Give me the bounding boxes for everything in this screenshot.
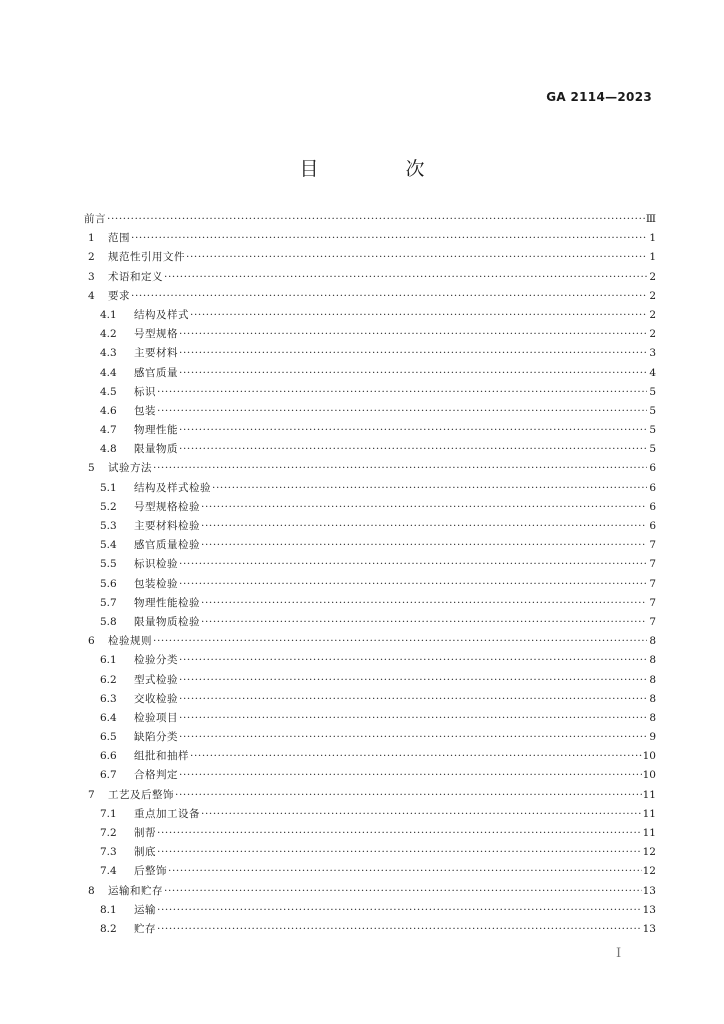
toc-leader-dots — [131, 287, 647, 306]
toc-entry[interactable] — [84, 479, 656, 498]
toc-entry[interactable] — [84, 459, 656, 478]
toc-entry-page: 13 — [642, 884, 656, 897]
toc-leader-dots — [179, 690, 647, 709]
toc-entry[interactable] — [84, 268, 656, 287]
toc-leader-dots — [190, 747, 642, 766]
toc-entry[interactable] — [84, 306, 656, 325]
toc-entry-number: 3 — [88, 270, 95, 283]
page-title: 目 次 — [299, 158, 459, 180]
toc-entry-number: 4.5 — [100, 385, 117, 398]
standard-code: GA 2114—2023 — [546, 90, 652, 104]
toc-entry-title: 制帮 — [134, 827, 156, 839]
toc-entry-number: 6 — [88, 635, 95, 648]
toc-entry-page: 5 — [649, 385, 656, 398]
toc-leader-dots — [186, 248, 647, 267]
toc-entry-page: 11 — [642, 807, 656, 820]
toc-entry-page: 7 — [649, 558, 656, 571]
toc-leader-dots — [175, 786, 642, 805]
toc-entry[interactable] — [84, 747, 656, 766]
toc-entry-title: 物理性能检验 — [134, 596, 200, 609]
toc-entry-page: 6 — [649, 481, 656, 494]
toc-entry[interactable] — [84, 862, 656, 881]
toc-entry-number: 5.4 — [100, 539, 117, 552]
toc-entry[interactable] — [84, 671, 656, 690]
toc-entry[interactable] — [84, 690, 656, 709]
toc-leader-dots — [153, 459, 647, 478]
toc-leader-dots — [201, 613, 647, 632]
toc-entry[interactable] — [84, 882, 656, 901]
toc-entry[interactable] — [84, 843, 656, 862]
toc-entry-title: 范围 — [108, 232, 130, 245]
toc-entry-title: 结构及样式检验 — [134, 481, 211, 494]
page-number: I — [616, 946, 622, 961]
toc-leader-dots — [179, 344, 647, 363]
toc-entry-page: 4 — [649, 366, 656, 379]
toc-leader-dots — [179, 440, 647, 459]
toc-entry-page: 5 — [649, 424, 656, 437]
toc-entry-page: 6 — [649, 500, 656, 513]
toc-leader-dots — [201, 517, 647, 536]
toc-leader-dots — [201, 498, 647, 517]
toc-entry-title: 主要材料 — [134, 347, 178, 360]
toc-leader-dots — [179, 421, 647, 440]
toc-entry-page: 1 — [649, 232, 656, 245]
toc-entry[interactable] — [84, 383, 656, 402]
toc-leader-dots — [157, 383, 647, 402]
toc-entry-title: 试验方法 — [108, 462, 152, 475]
toc-entry-page: 11 — [642, 827, 656, 839]
toc-entry-number: 5.1 — [100, 481, 117, 494]
toc-entry-page: 7 — [649, 615, 656, 628]
toc-entry-number: 7.3 — [100, 846, 117, 859]
toc-entry-page: 6 — [649, 520, 656, 532]
toc-entry-title: 检验项目 — [134, 711, 178, 724]
toc-entry[interactable] — [84, 613, 656, 632]
toc-entry[interactable] — [84, 210, 656, 229]
toc-entry-title: 物理性能 — [134, 424, 178, 437]
toc-entry-number: 6.1 — [100, 654, 117, 667]
toc-entry[interactable] — [84, 766, 656, 785]
toc-entry-title: 主要材料检验 — [134, 520, 200, 532]
toc-leader-dots — [179, 766, 642, 785]
toc-entry-number: 7.2 — [100, 827, 117, 839]
toc-entry-page: 9 — [649, 731, 656, 744]
toc-entry[interactable] — [84, 325, 656, 344]
toc-entry[interactable] — [84, 344, 656, 363]
toc-leader-dots — [190, 306, 647, 325]
toc-entry-number: 5.3 — [100, 520, 117, 532]
toc-entry[interactable] — [84, 575, 656, 594]
toc-entry-title: 感官质量检验 — [134, 539, 200, 552]
toc-entry-title: 结构及样式 — [134, 308, 189, 321]
toc-entry[interactable] — [84, 920, 656, 939]
toc-entry-title: 号型规格检验 — [134, 500, 200, 513]
toc-leader-dots — [201, 805, 642, 824]
toc-entry-page: 1 — [649, 251, 656, 264]
toc-entry-page: 8 — [649, 692, 656, 705]
toc-entry-title: 包装 — [134, 404, 156, 417]
toc-leader-dots — [164, 882, 642, 901]
toc-entry-title: 贮存 — [134, 922, 156, 935]
toc-entry[interactable] — [84, 786, 656, 805]
toc-entry[interactable] — [84, 517, 656, 536]
toc-entry-number: 6.3 — [100, 692, 117, 705]
toc-entry-page: 8 — [649, 635, 656, 648]
toc-entry-page: 2 — [649, 308, 656, 321]
toc-entry-page: 13 — [642, 903, 656, 916]
toc-leader-dots — [157, 824, 642, 843]
toc-entry-page: 5 — [649, 404, 656, 417]
toc-entry-title: 术语和定义 — [108, 270, 163, 283]
toc-leader-dots — [157, 920, 642, 939]
toc-entry-number: 6.6 — [100, 750, 117, 763]
toc-entry-number: 5.7 — [100, 596, 117, 609]
toc-entry[interactable] — [84, 901, 656, 920]
toc-leader-dots — [131, 229, 647, 248]
toc-leader-dots — [168, 862, 642, 881]
toc-entry-number: 4.1 — [100, 308, 117, 321]
toc-entry-page: 3 — [649, 347, 656, 360]
toc-entry-page: 7 — [649, 539, 656, 552]
toc-entry[interactable] — [84, 536, 656, 555]
toc-entry-title: 限量物质检验 — [134, 615, 200, 628]
toc-leader-dots — [179, 671, 647, 690]
toc-entry-page: 8 — [649, 711, 656, 724]
toc-leader-dots — [179, 555, 647, 574]
toc-entry-number: 6.4 — [100, 711, 117, 724]
toc-entry-page: 2 — [649, 289, 656, 302]
toc-entry[interactable] — [84, 824, 656, 843]
toc-entry-number: 7.1 — [100, 807, 117, 820]
toc-entry-title: 交收检验 — [134, 692, 178, 705]
toc-entry-title: 缺陷分类 — [134, 731, 178, 744]
toc-entry[interactable] — [84, 287, 656, 306]
toc-entry-page: 10 — [642, 750, 656, 763]
toc-entry-title: 检验分类 — [134, 654, 178, 667]
toc-entry-page: 10 — [642, 769, 656, 782]
toc-entry[interactable] — [84, 709, 656, 728]
toc-entry-number: 6.7 — [100, 769, 117, 782]
toc-entry[interactable] — [84, 632, 656, 651]
toc-entry-number: 8.2 — [100, 922, 117, 935]
toc-leader-dots — [107, 210, 645, 229]
toc-entry-number: 4.8 — [100, 443, 117, 456]
toc-leader-dots — [179, 651, 647, 670]
toc-entry-title: 后整饰 — [134, 865, 167, 878]
toc-entry-page: 13 — [642, 922, 656, 935]
toc-entry[interactable] — [84, 805, 656, 824]
toc-leader-dots — [201, 536, 647, 555]
toc-entry[interactable] — [84, 555, 656, 574]
toc-entry-number: 2 — [88, 251, 95, 264]
toc-entry-number: 5.6 — [100, 577, 117, 590]
toc-entry-title: 标识 — [134, 385, 156, 398]
toc-entry-title: 工艺及后整饰 — [108, 788, 174, 801]
toc-leader-dots — [179, 364, 647, 383]
toc-entry-page: 12 — [642, 865, 656, 878]
toc-entry-page: 8 — [649, 673, 656, 686]
toc-entry-title: 限量物质 — [134, 443, 178, 456]
toc-entry-number: 4.3 — [100, 347, 117, 360]
toc-entry-number: 8.1 — [100, 903, 117, 916]
toc-entry-page: 11 — [642, 788, 656, 801]
toc-leader-dots — [179, 728, 647, 747]
toc-entry-title: 型式检验 — [134, 673, 178, 686]
toc-leader-dots — [157, 901, 642, 920]
toc-entry[interactable] — [84, 421, 656, 440]
toc-entry-title: 要求 — [108, 289, 130, 302]
toc-entry-number: 7 — [88, 788, 95, 801]
toc-entry[interactable] — [84, 728, 656, 747]
toc-entry-title: 包装检验 — [134, 577, 178, 590]
toc-entry[interactable] — [84, 498, 656, 517]
toc-leader-dots — [179, 575, 647, 594]
toc-entry-page: 7 — [649, 577, 656, 590]
toc-entry-page: Ⅲ — [645, 213, 656, 225]
toc-entry-title: 标识检验 — [134, 558, 178, 571]
toc-entry-page: 6 — [649, 462, 656, 475]
toc-entry-number: 7.4 — [100, 865, 117, 878]
toc-entry-title: 运输和贮存 — [108, 884, 163, 897]
toc-entry-title: 规范性引用文件 — [108, 251, 185, 264]
toc-entry-page: 7 — [649, 596, 656, 609]
toc-entry-number: 5.8 — [100, 615, 117, 628]
toc-entry-title: 感官质量 — [134, 366, 178, 379]
toc-entry-number: 6.2 — [100, 673, 117, 686]
table-of-contents — [84, 210, 656, 939]
toc-entry[interactable] — [84, 594, 656, 613]
toc-entry-number: 5.5 — [100, 558, 117, 571]
toc-entry-title: 重点加工设备 — [134, 807, 200, 820]
toc-entry[interactable] — [84, 229, 656, 248]
toc-entry-number: 4.7 — [100, 424, 117, 437]
toc-entry-number: 5.2 — [100, 500, 117, 513]
toc-entry-page: 8 — [649, 654, 656, 667]
toc-entry[interactable] — [84, 651, 656, 670]
toc-entry-number: 4.4 — [100, 366, 117, 379]
toc-entry-page: 2 — [649, 270, 656, 283]
toc-entry-title: 制底 — [134, 846, 156, 859]
toc-leader-dots — [157, 402, 647, 421]
toc-leader-dots — [153, 632, 647, 651]
toc-entry[interactable] — [84, 364, 656, 383]
toc-entry-title: 前言 — [84, 213, 106, 225]
toc-entry-page: 12 — [642, 846, 656, 859]
toc-entry-number: 4.2 — [100, 328, 117, 341]
toc-leader-dots — [212, 479, 647, 498]
toc-entry-number: 8 — [88, 884, 95, 897]
toc-entry-title: 运输 — [134, 903, 156, 916]
toc-entry-title: 合格判定 — [134, 769, 178, 782]
toc-entry-number: 1 — [88, 232, 95, 245]
toc-entry-page: 2 — [649, 328, 656, 341]
toc-leader-dots — [157, 843, 642, 862]
toc-entry-number: 4 — [88, 289, 95, 302]
toc-entry-title: 检验规则 — [108, 635, 152, 648]
toc-entry-page: 5 — [649, 443, 656, 456]
toc-leader-dots — [201, 594, 647, 613]
toc-leader-dots — [179, 709, 647, 728]
toc-leader-dots — [164, 268, 647, 287]
toc-entry-number: 6.5 — [100, 731, 117, 744]
toc-entry[interactable] — [84, 248, 656, 267]
toc-entry[interactable] — [84, 440, 656, 459]
toc-entry-title: 组批和抽样 — [134, 750, 189, 763]
toc-entry[interactable] — [84, 402, 656, 421]
toc-leader-dots — [179, 325, 647, 344]
toc-entry-title: 号型规格 — [134, 328, 178, 341]
toc-entry-number: 4.6 — [100, 404, 117, 417]
toc-entry-number: 5 — [88, 462, 95, 475]
